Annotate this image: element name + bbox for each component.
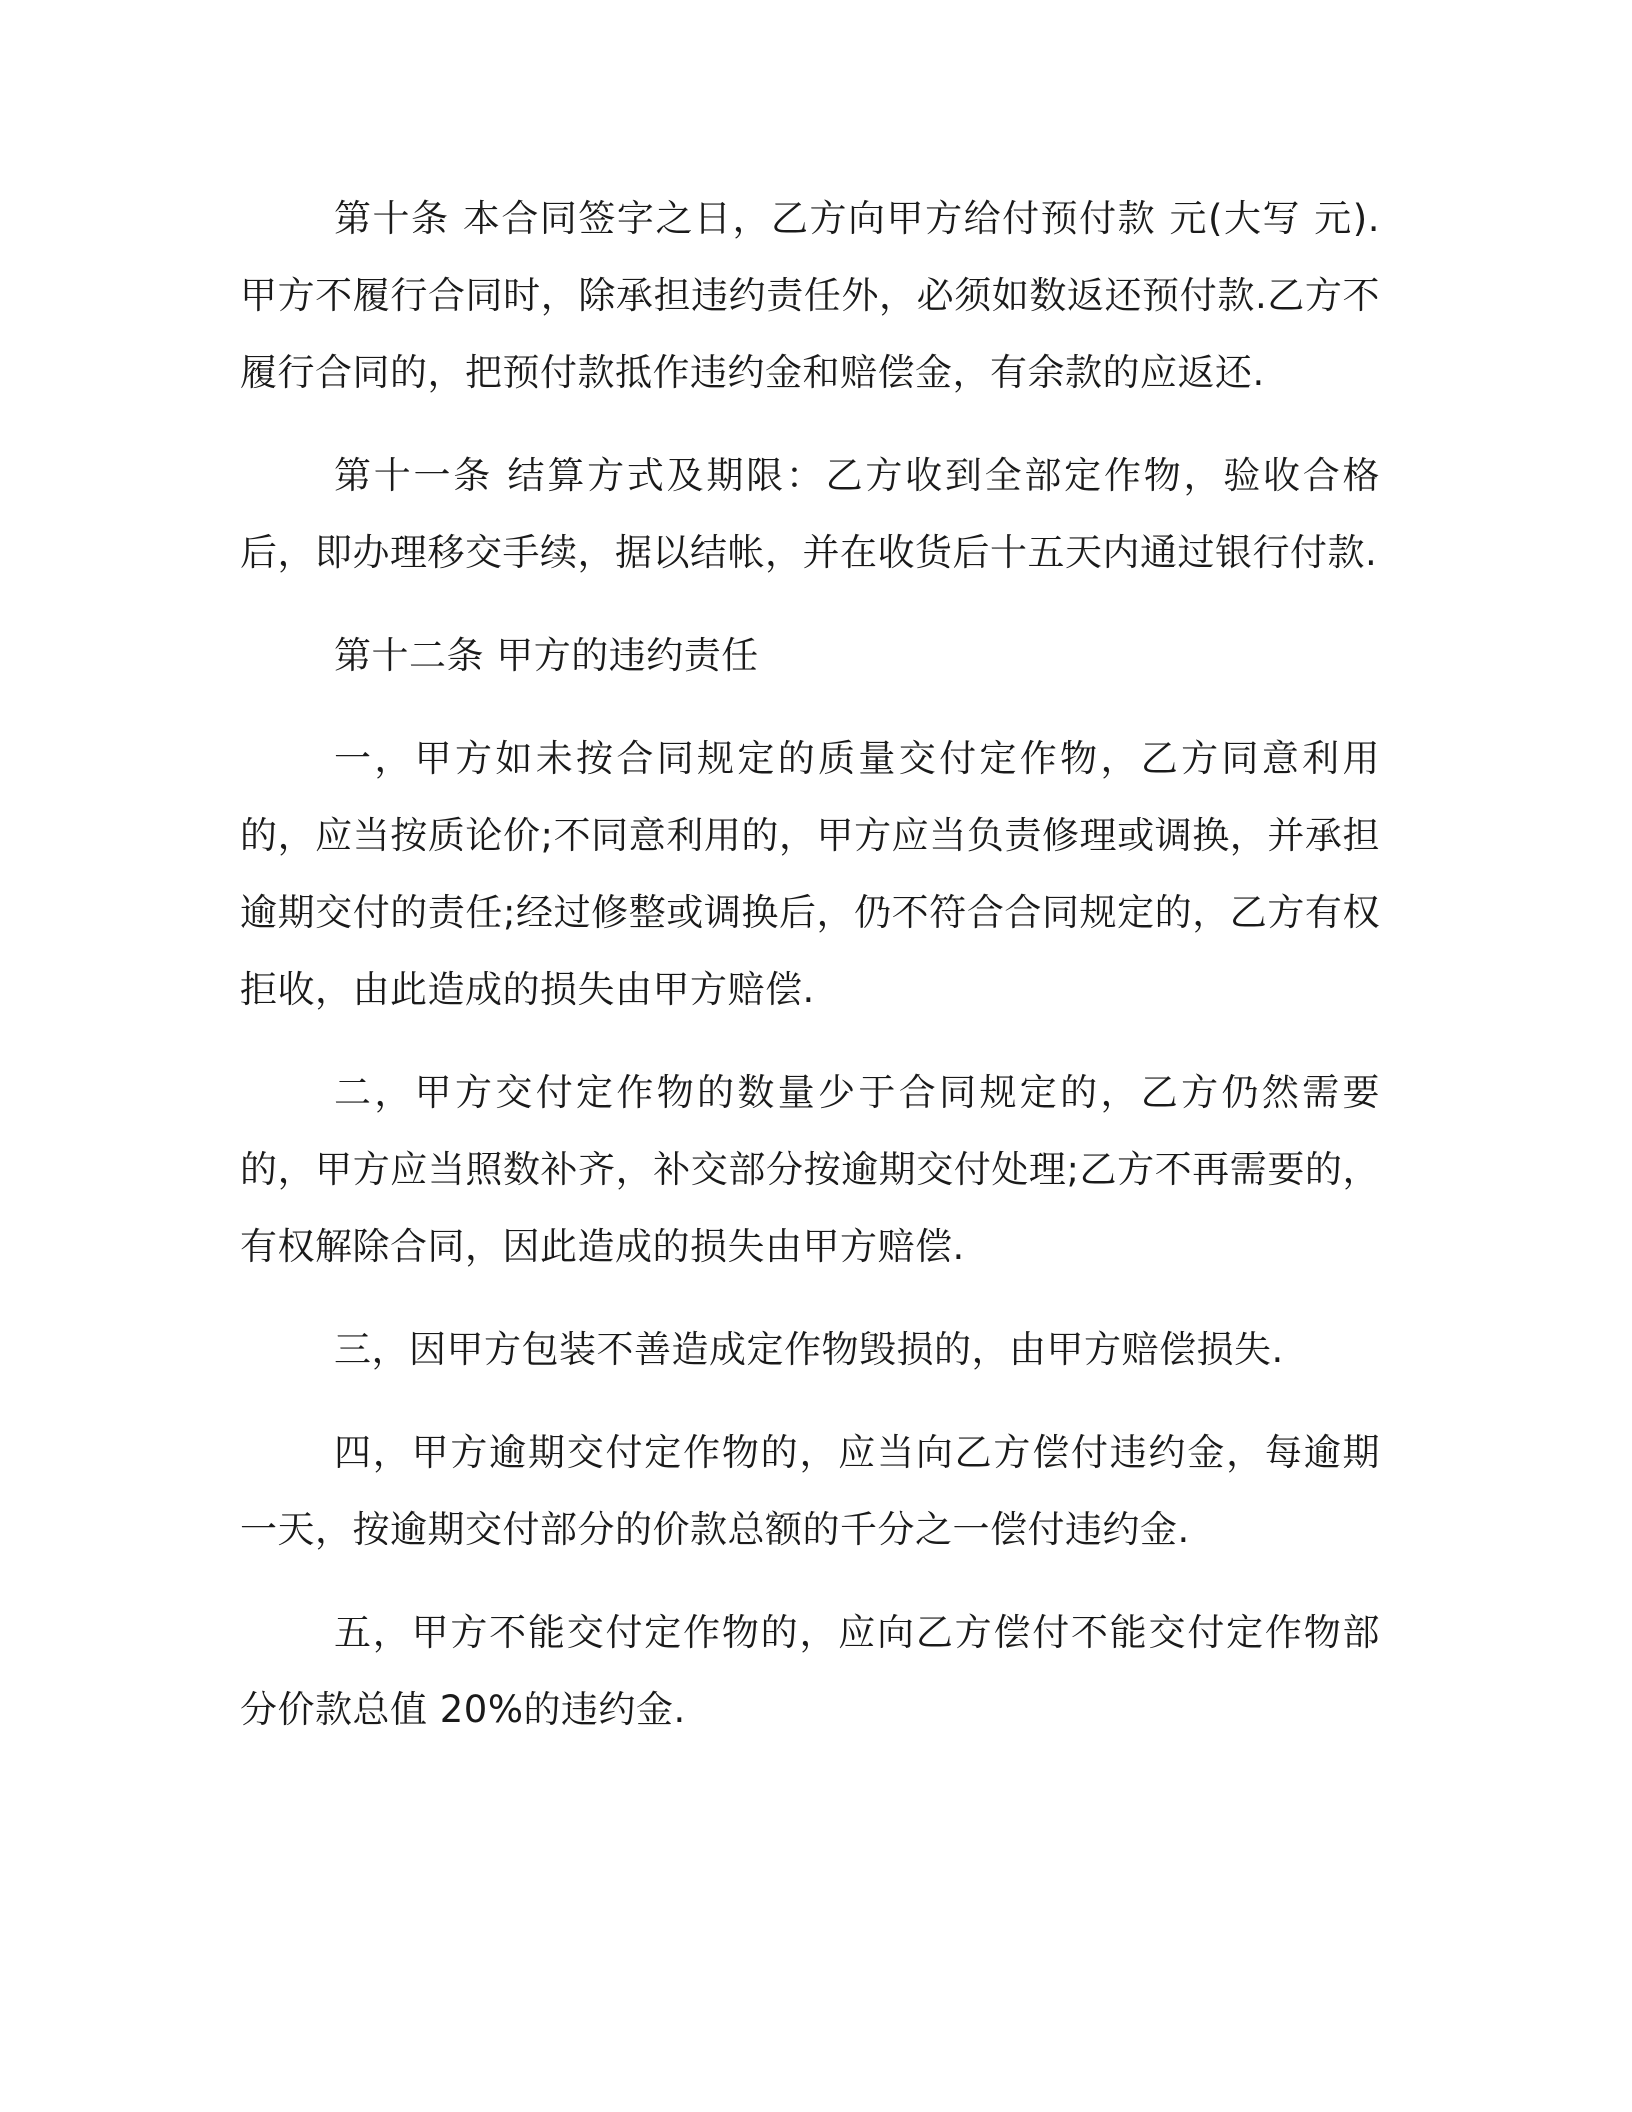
- clause-12-item-1: 一，甲方如未按合同规定的质量交付定作物，乙方同意利用的，应当按质论价;不同意利用的，甲方应当负责修理或调换，并承担逾期交付的责任;经过修整或调换后，仍不符合合同规定的，乙方有权拒收，由此造成的损失由甲方赔偿.: [240, 737, 1380, 1011]
- clause-12-item-3: 三，因甲方包装不善造成定作物毁损的，由甲方赔偿损失.: [334, 1328, 1284, 1371]
- clause-11-paragraph: 第十一条 结算方式及期限：乙方收到全部定作物，验收合格后，即办理移交手续，据以结帐，并在收货后十五天内通过银行付款.: [240, 454, 1380, 574]
- clause-12-item-2: 二，甲方交付定作物的数量少于合同规定的，乙方仍然需要的，甲方应当照数补齐，补交部分按逾期交付处理;乙方不再需要的，有权解除合同，因此造成的损失由甲方赔偿.: [240, 1071, 1380, 1268]
- clause-12-item-4: 四，甲方逾期交付定作物的，应当向乙方偿付违约金，每逾期一天，按逾期交付部分的价款总额的千分之一偿付违约金.: [240, 1431, 1380, 1551]
- clause-12-heading: 第十二条 甲方的违约责任: [334, 634, 759, 677]
- clause-10-paragraph: 第十条 本合同签字之日，乙方向甲方给付预付款 元(大写 元).甲方不履行合同时，除承担违约责任外，必须如数返还预付款.乙方不履行合同的，把预付款抵作违约金和赔偿金，有余款的应返还.: [240, 197, 1380, 394]
- clause-12-item-5: 五，甲方不能交付定作物的，应向乙方偿付不能交付定作物部分价款总值 20%的违约金.: [240, 1611, 1380, 1731]
- document-body: [240, 180, 1380, 1774]
